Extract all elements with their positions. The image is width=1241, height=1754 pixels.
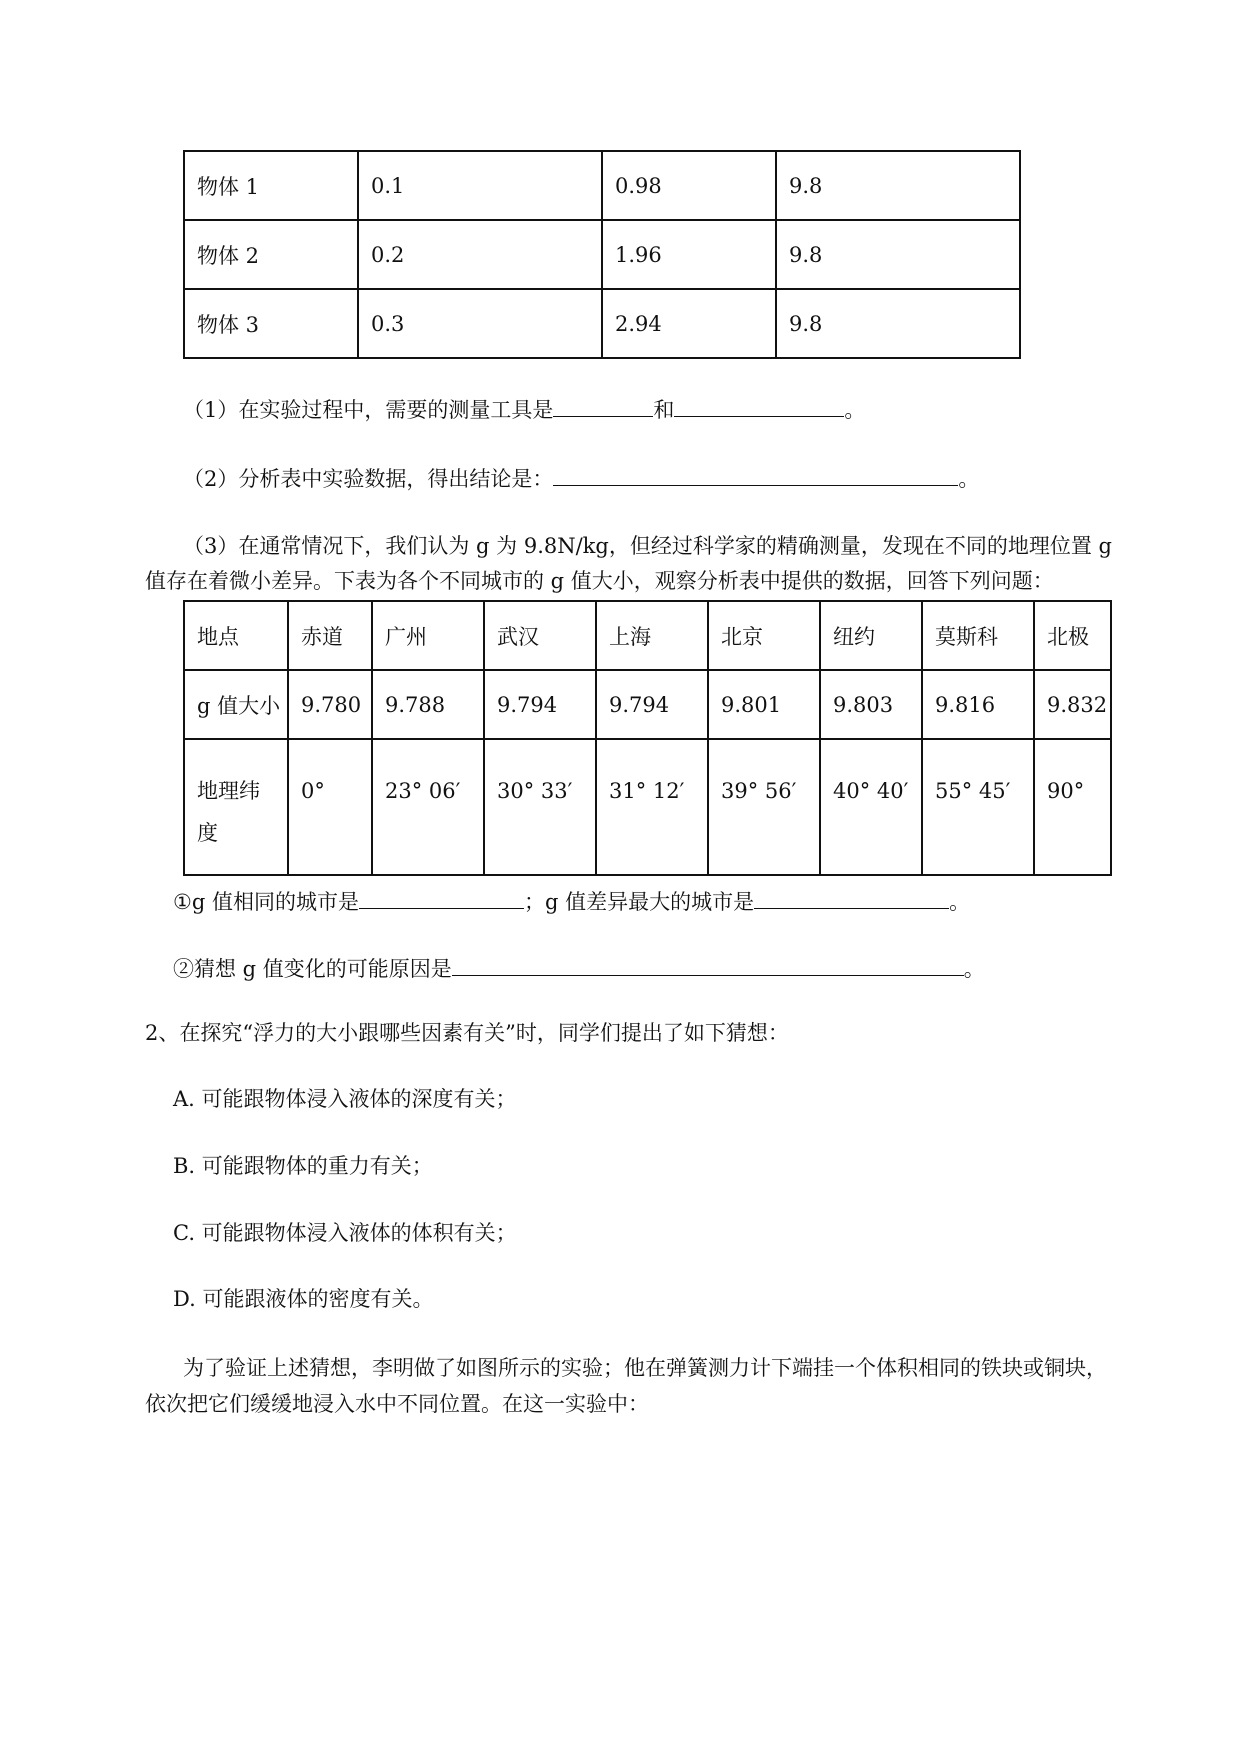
answer-blank[interactable] bbox=[754, 890, 949, 909]
answer-blank[interactable] bbox=[553, 467, 958, 486]
table-cell: 30° 33′ bbox=[484, 739, 596, 875]
data-table-g-values bbox=[183, 600, 1112, 876]
table-header-row bbox=[184, 601, 1111, 670]
question-text: 。 bbox=[958, 467, 980, 491]
answer-blank[interactable] bbox=[553, 398, 653, 417]
table-header-cell: 纽约 bbox=[820, 601, 922, 670]
table-cell: 0.2 bbox=[358, 220, 602, 289]
table-header-cell: 北京 bbox=[708, 601, 820, 670]
paragraph-line2: 依次把它们缓缓地浸入水中不同位置。在这一实验中： bbox=[145, 1392, 649, 1416]
question-text: 。 bbox=[844, 398, 866, 422]
table-cell: 9.803 bbox=[820, 670, 922, 739]
table-cell: 0.1 bbox=[358, 151, 602, 220]
table-cell: 39° 56′ bbox=[708, 739, 820, 875]
table-row bbox=[184, 289, 1020, 358]
question-text: 。 bbox=[949, 890, 971, 914]
table-cell: 9.801 bbox=[708, 670, 820, 739]
table-row bbox=[184, 739, 1111, 875]
table-header-cell: 莫斯科 bbox=[922, 601, 1034, 670]
table-cell: 9.8 bbox=[776, 289, 1020, 358]
sub-question-2-line bbox=[173, 953, 985, 983]
table-cell: 9.794 bbox=[484, 670, 596, 739]
table-cell: 31° 12′ bbox=[596, 739, 708, 875]
table-header-cell: 广州 bbox=[372, 601, 484, 670]
table-row bbox=[184, 151, 1020, 220]
question-2-line bbox=[183, 463, 979, 493]
table-cell: 9.780 bbox=[288, 670, 372, 739]
question-text: ②猜想 g 值变化的可能原因是 bbox=[173, 957, 452, 981]
table-cell: 2.94 bbox=[602, 289, 776, 358]
question-text: （2）分析表中实验数据，得出结论是： bbox=[183, 467, 554, 491]
question-3-line2: 值存在着微小差异。下表为各个不同城市的 g 值大小，观察分析表中提供的数据，回答下列问题： bbox=[145, 569, 1054, 593]
question-text: ；g 值差异最大的城市是 bbox=[523, 890, 755, 914]
question-1-line bbox=[183, 394, 865, 424]
option-d: D. 可能跟液体的密度有关。 bbox=[173, 1287, 434, 1311]
option-a: A. 可能跟物体浸入液体的深度有关； bbox=[173, 1087, 517, 1111]
table-cell: 地理纬度 bbox=[184, 739, 288, 875]
table-cell: 9.8 bbox=[776, 151, 1020, 220]
table-cell: 0.3 bbox=[358, 289, 602, 358]
answer-blank[interactable] bbox=[359, 890, 524, 909]
table-cell: 0.98 bbox=[602, 151, 776, 220]
question-text: ①g 值相同的城市是 bbox=[173, 890, 359, 914]
table-cell: 0° bbox=[288, 739, 372, 875]
option-c: C. 可能跟物体浸入液体的体积有关； bbox=[173, 1221, 517, 1245]
answer-blank[interactable] bbox=[674, 398, 844, 417]
table-cell: 9.788 bbox=[372, 670, 484, 739]
table-cell: 23° 06′ bbox=[372, 739, 484, 875]
table-header-cell: 北极 bbox=[1034, 601, 1111, 670]
table-cell: 90° bbox=[1034, 739, 1111, 875]
sub-question-1-line bbox=[173, 886, 970, 916]
table-cell: 9.832 bbox=[1034, 670, 1111, 739]
table-cell: g 值大小 bbox=[184, 670, 288, 739]
table-header-cell: 地点 bbox=[184, 601, 288, 670]
table-cell: 物体 2 bbox=[184, 220, 358, 289]
question-text: 。 bbox=[963, 957, 985, 981]
table-cell: 55° 45′ bbox=[922, 739, 1034, 875]
table-cell: 物体 1 bbox=[184, 151, 358, 220]
table-cell: 9.8 bbox=[776, 220, 1020, 289]
question-2-title: 2、在探究“浮力的大小跟哪些因素有关”时，同学们提出了如下猜想： bbox=[145, 1021, 789, 1045]
table-header-cell: 赤道 bbox=[288, 601, 372, 670]
table-cell: 物体 3 bbox=[184, 289, 358, 358]
option-b: B. 可能跟物体的重力有关； bbox=[173, 1154, 433, 1178]
question-text: 和 bbox=[653, 398, 675, 422]
table-cell: 1.96 bbox=[602, 220, 776, 289]
table-header-cell: 上海 bbox=[596, 601, 708, 670]
table-cell: 9.816 bbox=[922, 670, 1034, 739]
question-3-line1: （3）在通常情况下，我们认为 g 为 9.8N/kg，但经过科学家的精确测量，发现在不同的地理位置 g bbox=[183, 534, 1112, 558]
paragraph-line1: 为了验证上述猜想，李明做了如图所示的实验；他在弹簧测力计下端挂一个体积相同的铁块或铜块， bbox=[183, 1356, 1107, 1380]
table-cell: 40° 40′ bbox=[820, 739, 922, 875]
table-row bbox=[184, 670, 1111, 739]
question-text: （1）在实验过程中，需要的测量工具是 bbox=[183, 398, 554, 422]
table-row bbox=[184, 220, 1020, 289]
table-cell: 9.794 bbox=[596, 670, 708, 739]
table-header-cell: 武汉 bbox=[484, 601, 596, 670]
data-table-objects bbox=[183, 150, 1021, 359]
answer-blank[interactable] bbox=[452, 957, 964, 976]
